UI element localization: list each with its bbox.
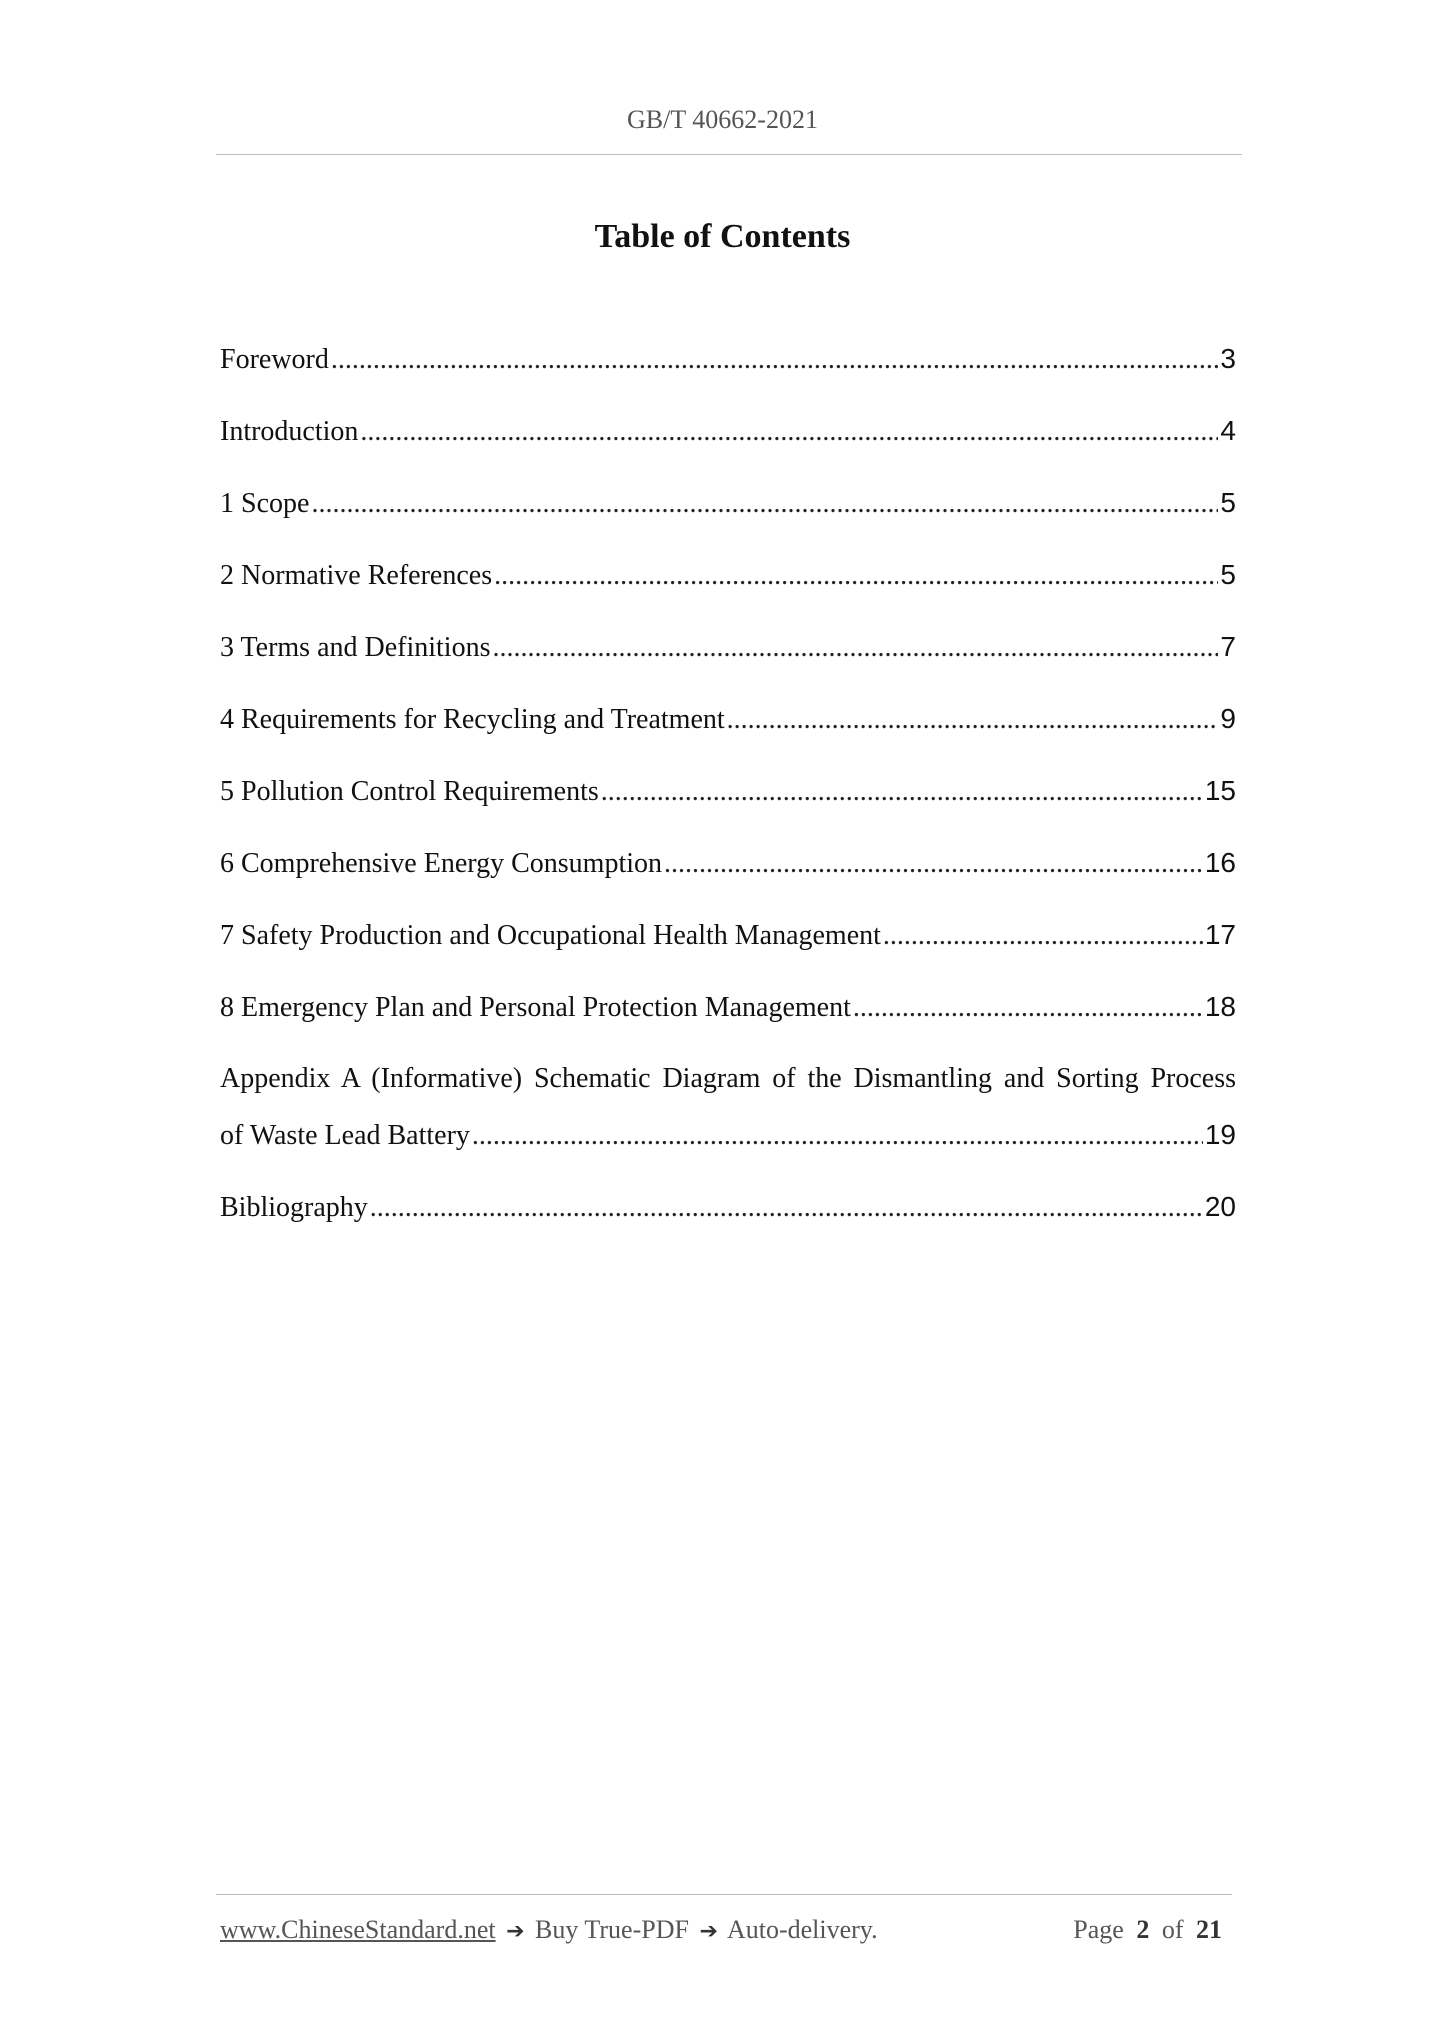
toc-entry-label-line1: Appendix A (Informative) Schematic Diagram of the Dismantling and Sorting Process: [220, 1063, 1236, 1094]
page-total: 21: [1196, 1915, 1222, 1944]
toc-entry-safety-production[interactable]: [220, 911, 1236, 983]
footer-divider: [216, 1894, 1232, 1895]
toc-entry-terms-definitions[interactable]: [220, 623, 1236, 695]
toc-dot-leader: [727, 696, 1219, 744]
toc-entry-page: 3: [1220, 343, 1236, 374]
toc-entry-page: 18: [1204, 991, 1236, 1022]
toc-entry-appendix-a[interactable]: [220, 1055, 1236, 1183]
toc-entry-label: 4 Requirements for Recycling and Treatment: [220, 704, 725, 735]
toc-entry-page: 4: [1220, 415, 1236, 446]
header-doc-id: GB/T 40662-2021: [627, 105, 818, 134]
toc-entry-scope[interactable]: [220, 479, 1236, 551]
toc-dot-leader: [883, 912, 1203, 960]
toc-entry-bibliography[interactable]: [220, 1183, 1236, 1255]
buy-true-pdf-text: Buy True-PDF: [535, 1915, 689, 1944]
website-link[interactable]: www.ChineseStandard.net: [220, 1915, 496, 1944]
toc-entry-label: 1 Scope: [220, 488, 310, 519]
page-current: 2: [1136, 1915, 1150, 1944]
toc-entry-page: 9: [1220, 703, 1236, 734]
toc-entry-label: Bibliography: [220, 1192, 368, 1223]
toc-entry-recycling-treatment[interactable]: [220, 695, 1236, 767]
footer-promo: [220, 1915, 878, 1945]
toc-entry-label: 3 Terms and Definitions: [220, 632, 491, 663]
toc-dot-leader: [492, 624, 1218, 672]
toc-entry-label: Introduction: [220, 416, 359, 447]
toc-entry-page: 20: [1204, 1191, 1236, 1222]
toc-entry-page: 5: [1220, 487, 1236, 518]
toc-dot-leader: [331, 336, 1219, 384]
auto-delivery-text: Auto-delivery.: [726, 1915, 878, 1944]
toc-entry-label: 5 Pollution Control Requirements: [220, 776, 599, 807]
toc-entry-page: 16: [1204, 847, 1236, 878]
toc-entry-label: 2 Normative References: [220, 560, 493, 591]
toc-entry-page: 7: [1220, 631, 1236, 662]
toc-entry-energy-consumption[interactable]: [220, 839, 1236, 911]
toc-entry-foreword[interactable]: [220, 335, 1236, 407]
right-arrow-icon: ➔: [699, 1919, 718, 1944]
toc-title: Table of Contents: [594, 218, 851, 255]
toc-dot-leader: [472, 1112, 1203, 1160]
toc-entry-label: 7 Safety Production and Occupational Health Management: [220, 920, 881, 951]
toc-dot-leader: [664, 840, 1203, 888]
toc-entry-emergency-plan[interactable]: [220, 983, 1236, 1055]
toc-entry-label: 6 Comprehensive Energy Consumption: [220, 848, 662, 879]
toc-entry-introduction[interactable]: [220, 407, 1236, 479]
toc-entry-page: 15: [1204, 775, 1236, 806]
toc-entry-label: 8 Emergency Plan and Personal Protection Management: [220, 992, 851, 1023]
page-of-label: of: [1161, 1915, 1184, 1944]
toc-dot-leader: [360, 408, 1218, 456]
toc-entry-pollution-control[interactable]: [220, 767, 1236, 839]
toc-dot-leader: [311, 480, 1218, 528]
toc-entry-normative-references[interactable]: [220, 551, 1236, 623]
toc-dot-leader: [494, 552, 1218, 600]
header-divider: [216, 154, 1242, 155]
toc-entry-label-line2: of Waste Lead Battery: [220, 1120, 470, 1151]
toc-entry-label: Foreword: [220, 344, 329, 375]
toc-dot-leader: [370, 1184, 1203, 1232]
toc-list: [220, 335, 1236, 1255]
toc-entry-page: 17: [1204, 919, 1236, 950]
toc-entry-page: 5: [1220, 559, 1236, 590]
right-arrow-icon: ➔: [506, 1919, 525, 1944]
page-indicator: [1073, 1915, 1228, 1945]
page-label: Page: [1073, 1915, 1124, 1944]
toc-entry-page: 19: [1204, 1119, 1236, 1150]
toc-dot-leader: [853, 984, 1203, 1032]
toc-dot-leader: [601, 768, 1203, 816]
